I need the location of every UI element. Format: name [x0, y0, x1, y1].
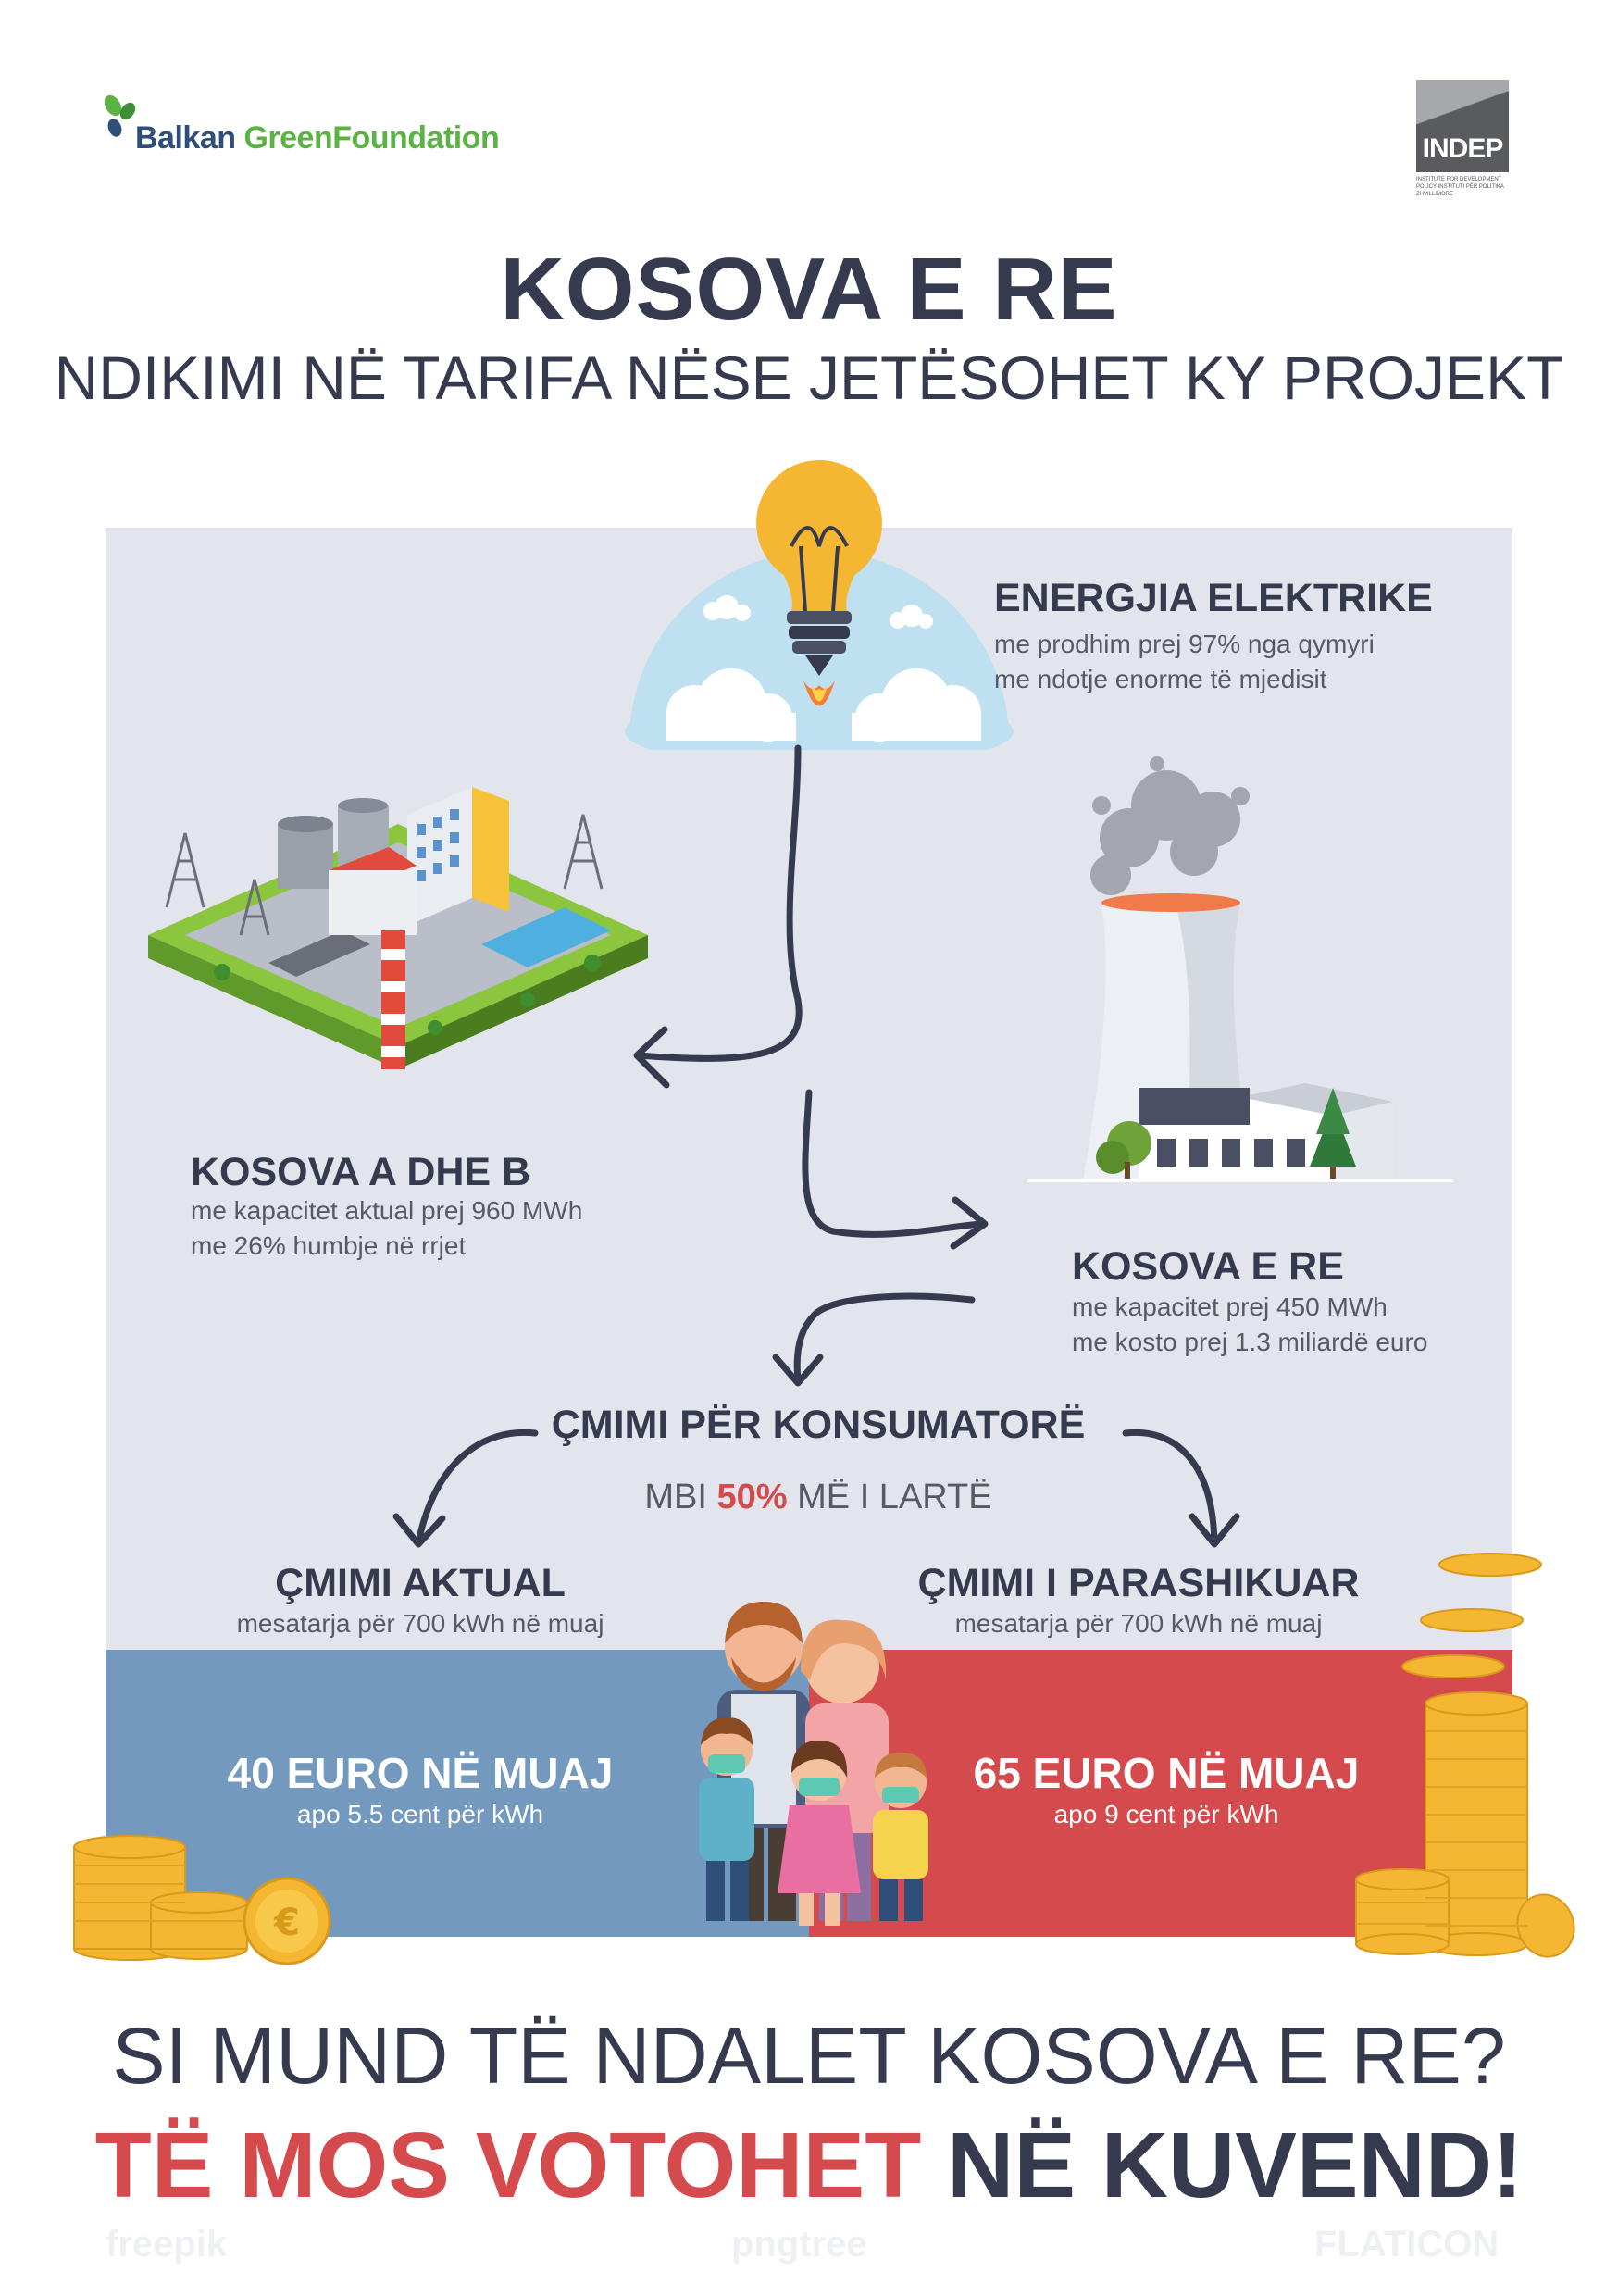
indep-logo	[1416, 80, 1518, 197]
brand-foundation: Foundation	[332, 120, 500, 156]
forecast-price-note: mesatarja për 700 kWh në muaj	[954, 1609, 1323, 1638]
current-price-title: ÇMIMI AKTUAL	[275, 1561, 566, 1605]
kosova-re-title: KOSOVA E RE	[1072, 1244, 1344, 1289]
energy-line-1: me prodhim prej 97% nga qymyri	[994, 630, 1375, 658]
page-subtitle: NDIKIMI NË TARIFA NËSE JETËSOHET KY PROJEKT	[54, 343, 1564, 412]
kosova-ab-line-2: me 26% humbje në rrjet	[191, 1231, 467, 1260]
forecast-price-title: ÇMIMI I PARASHIKUAR	[917, 1561, 1360, 1605]
kosova-ab-line-1: me kapacitet aktual prej 960 MWh	[191, 1196, 583, 1225]
kosova-ab-plant-illustration	[130, 750, 657, 1102]
forecast-price-per-kwh: apo 9 cent për kWh	[1053, 1800, 1279, 1828]
answer-dark: NË KUVEND!	[921, 2114, 1524, 2217]
coin-stack-right	[1351, 1537, 1583, 1963]
increase-value: 50%	[716, 1478, 788, 1516]
energy-title: ENERGJIA ELEKTRIKE	[994, 576, 1433, 620]
kosova-re-line-1: me kapacitet prej 450 MWh	[1072, 1292, 1388, 1321]
footer-answer	[0, 2113, 1618, 2219]
watermark-flaticon: FLATICON	[1314, 2224, 1500, 2265]
increase-suffix: MË I LARTË	[787, 1478, 992, 1516]
kosova-ab-title: KOSOVA A DHE B	[191, 1150, 531, 1194]
kosova-re-plant-illustration	[1027, 755, 1453, 1208]
price-increase-note	[439, 1478, 1198, 1517]
balkan-green-foundation-logo	[102, 93, 528, 176]
current-price-per-kwh: apo 5.5 cent për kWh	[296, 1800, 544, 1828]
increase-prefix: MBI	[644, 1478, 717, 1516]
answer-red: TË MOS VOTOHET	[94, 2114, 922, 2217]
page-title: KOSOVA E RE	[500, 240, 1118, 339]
coin-stack-left	[65, 1810, 361, 1967]
current-price-note: mesatarja për 700 kWh në muaj	[236, 1609, 604, 1638]
current-price-amount: 40 EURO NË MUAJ	[227, 1749, 614, 1797]
leaf-icon	[102, 93, 139, 148]
watermark-freepik: freepik	[106, 2224, 228, 2265]
forecast-price-amount: 65 EURO NË MUAJ	[973, 1749, 1360, 1797]
euro-icon: €	[274, 1902, 300, 1944]
watermark-pngtree: pngtree	[731, 2224, 867, 2265]
family-illustration	[680, 1588, 958, 1940]
price-consumers-title: ÇMIMI PËR KONSUMATORË	[551, 1403, 1086, 1447]
brand-green: Green	[243, 120, 333, 156]
indep-subtitle: INSTITUTE FOR DEVELOPMENT POLICY INSTITUTI PËR POLITIKA ZHVILLIMORE	[1416, 177, 1504, 197]
footer-question: SI MUND TË NDALET KOSOVA E RE?	[112, 2012, 1506, 2101]
lightbulb-rocket-illustration	[611, 454, 1027, 750]
kosova-re-line-2: me kosto prej 1.3 miliardë euro	[1072, 1328, 1428, 1356]
brand-balkan: Balkan	[135, 120, 244, 156]
indep-brand: INDEP	[1422, 133, 1503, 164]
energy-line-2: me ndotje enorme të mjedisit	[994, 665, 1327, 693]
